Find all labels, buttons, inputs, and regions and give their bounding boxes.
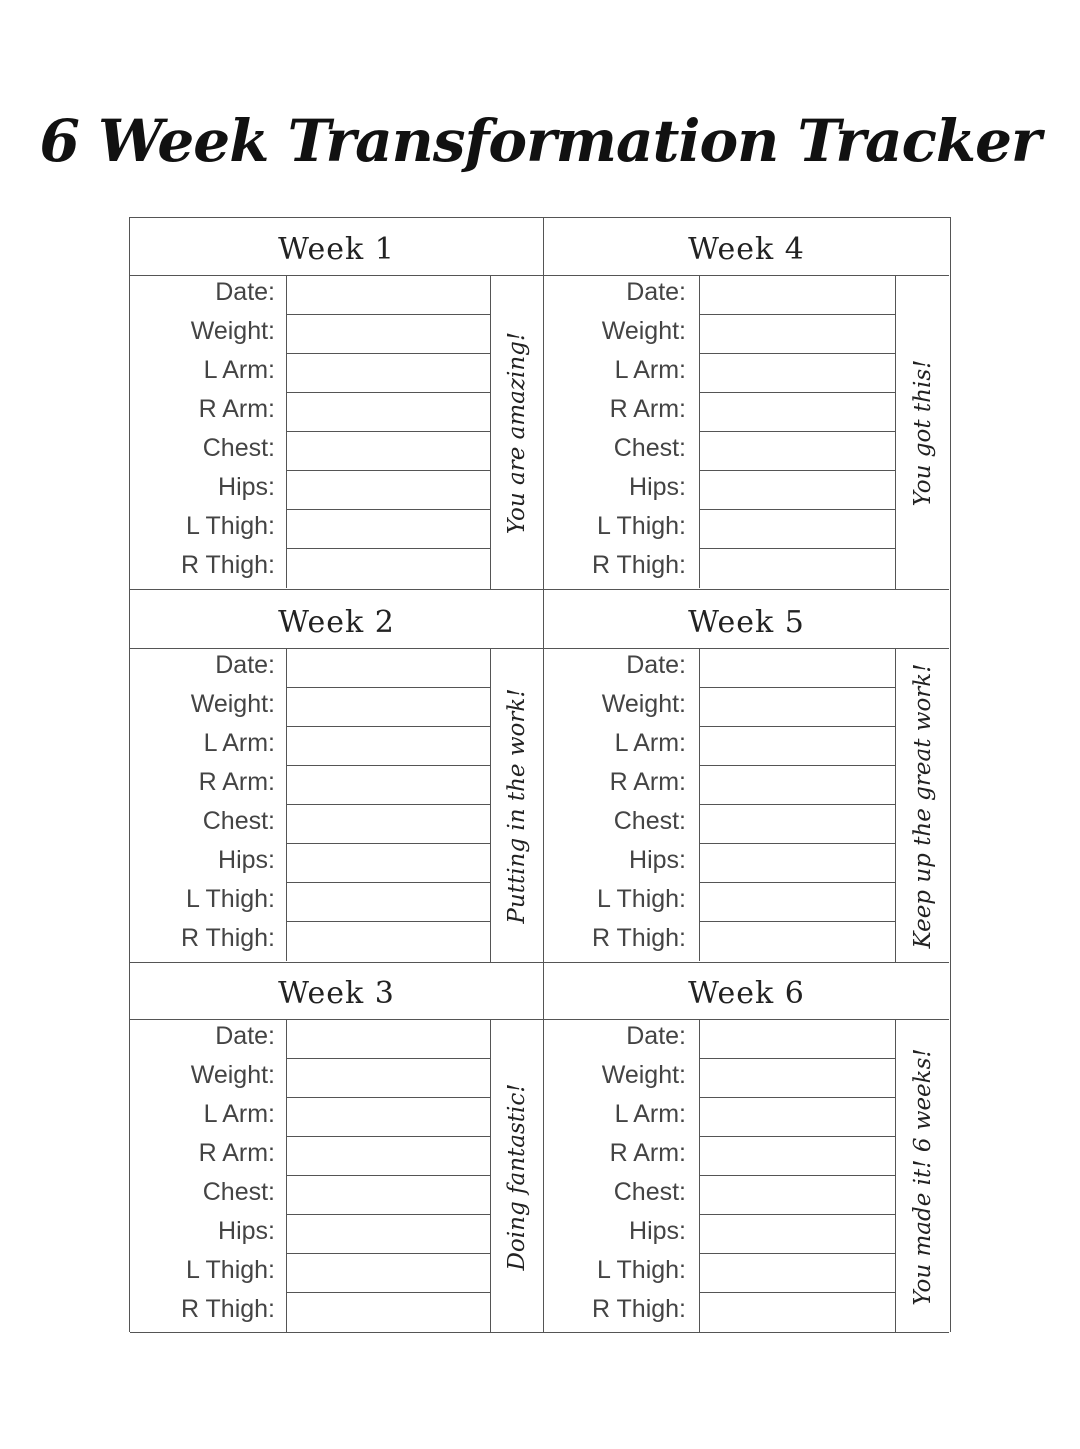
week-title: Week 2: [130, 591, 543, 649]
measurement-entry-field[interactable]: [699, 471, 895, 510]
measurement-entry-field[interactable]: [699, 1137, 895, 1176]
measurement-row: [130, 1098, 543, 1137]
measurement-row: [544, 510, 949, 549]
measurement-label: R Thigh:: [180, 1295, 275, 1323]
measurement-label: L Thigh:: [597, 1256, 686, 1284]
measurement-label: L Thigh:: [186, 885, 275, 913]
measurement-label: Weight:: [601, 690, 686, 718]
measurement-label: Weight:: [601, 1061, 686, 1089]
measurement-label: Hips:: [218, 846, 275, 874]
measurement-entry-field[interactable]: [286, 549, 490, 588]
measurement-label: Weight:: [601, 317, 686, 345]
measurement-label: R Arm:: [609, 768, 686, 796]
motto-cell: [895, 1020, 949, 1333]
measurement-label: R Thigh:: [591, 1295, 686, 1323]
measurement-row: [544, 1137, 949, 1176]
measurement-row: [130, 393, 543, 432]
measurement-entry-field[interactable]: [286, 471, 490, 510]
measurement-entry-field[interactable]: [286, 315, 490, 354]
measurement-rows: [130, 649, 543, 962]
measurement-row: [130, 276, 543, 315]
measurement-label: R Thigh:: [180, 924, 275, 952]
measurement-entry-field[interactable]: [286, 766, 490, 805]
measurement-entry-field[interactable]: [286, 883, 490, 922]
measurement-row: [130, 1176, 543, 1215]
motivational-motto: Putting in the work!: [504, 687, 530, 924]
measurement-label: Hips:: [629, 1217, 686, 1245]
motivational-motto: You got this!: [909, 359, 936, 506]
measurement-entry-field[interactable]: [699, 688, 895, 727]
measurement-entry-field[interactable]: [699, 844, 895, 883]
measurement-row: [130, 1293, 543, 1332]
measurement-entry-field[interactable]: [286, 276, 490, 315]
measurement-row: [130, 727, 543, 766]
week-1-section: [130, 218, 543, 590]
measurement-label: R Thigh:: [591, 924, 686, 952]
measurement-label: Hips:: [629, 846, 686, 874]
motivational-motto: You are amazing!: [504, 331, 530, 534]
motivational-motto: Doing fantastic!: [504, 1082, 530, 1271]
motto-cell: [490, 276, 543, 589]
measurement-rows: [544, 1020, 949, 1333]
measurement-label: Chest:: [613, 807, 686, 835]
measurement-entry-field[interactable]: [286, 354, 490, 393]
right-column: [544, 218, 949, 1333]
measurement-label: L Arm:: [203, 729, 275, 757]
measurement-label: R Arm:: [609, 395, 686, 423]
measurement-row: [130, 805, 543, 844]
week-6-section: [544, 962, 949, 1333]
measurement-row: [130, 315, 543, 354]
measurement-entry-field[interactable]: [286, 844, 490, 883]
measurement-row: [544, 649, 949, 688]
measurement-rows: [130, 1020, 543, 1333]
measurement-row: [130, 883, 543, 922]
measurement-row: [544, 393, 949, 432]
measurement-row: [130, 1215, 543, 1254]
measurement-row: [544, 883, 949, 922]
measurement-row: [544, 1254, 949, 1293]
measurement-row: [544, 1215, 949, 1254]
measurement-row: [544, 688, 949, 727]
measurement-label: R Arm:: [198, 1139, 275, 1167]
measurement-entry-field[interactable]: [286, 1137, 490, 1176]
measurement-entry-field[interactable]: [699, 549, 895, 588]
measurement-entry-field[interactable]: [699, 432, 895, 471]
measurement-label: Chest:: [613, 1178, 686, 1206]
measurement-label: L Thigh:: [186, 1256, 275, 1284]
week-4-section: [544, 218, 949, 590]
measurement-row: [544, 727, 949, 766]
measurement-row: [544, 354, 949, 393]
measurement-rows: [544, 276, 949, 589]
measurement-label: Hips:: [218, 1217, 275, 1245]
measurement-row: [130, 354, 543, 393]
measurement-entry-field[interactable]: [699, 1293, 895, 1332]
measurement-entry-field[interactable]: [286, 1020, 490, 1059]
measurement-entry-field[interactable]: [699, 805, 895, 844]
measurement-row: [130, 432, 543, 471]
measurement-entry-field[interactable]: [286, 393, 490, 432]
measurement-label: R Thigh:: [180, 551, 275, 579]
measurement-row: [130, 510, 543, 549]
measurement-entry-field[interactable]: [699, 883, 895, 922]
measurement-entry-field[interactable]: [699, 1098, 895, 1137]
measurement-label: Weight:: [190, 690, 275, 718]
motto-cell: [490, 1020, 543, 1333]
measurement-label: L Thigh:: [597, 885, 686, 913]
motto-cell: [895, 276, 949, 589]
measurement-row: [544, 1176, 949, 1215]
measurement-row: [130, 649, 543, 688]
measurement-entry-field[interactable]: [286, 1254, 490, 1293]
week-title: Week 5: [544, 591, 949, 649]
measurement-entry-field[interactable]: [286, 1215, 490, 1254]
measurement-entry-field[interactable]: [699, 1254, 895, 1293]
measurement-label: Date:: [215, 1022, 275, 1050]
measurement-row: [544, 471, 949, 510]
measurement-label: Chest:: [613, 434, 686, 462]
motto-cell: [490, 649, 543, 962]
measurement-label: R Arm:: [198, 768, 275, 796]
measurement-entry-field[interactable]: [286, 688, 490, 727]
measurement-entry-field[interactable]: [699, 1020, 895, 1059]
motto-cell: [895, 649, 949, 962]
measurement-entry-field[interactable]: [286, 922, 490, 961]
measurement-label: L Thigh:: [597, 512, 686, 540]
measurement-row: [544, 1020, 949, 1059]
measurement-label: R Arm:: [609, 1139, 686, 1167]
measurement-row: [130, 688, 543, 727]
week-5-section: [544, 591, 949, 963]
measurement-label: Weight:: [190, 317, 275, 345]
measurement-rows: [130, 276, 543, 589]
week-title: Week 4: [544, 218, 949, 276]
measurement-entry-field[interactable]: [699, 1215, 895, 1254]
week-title: Week 1: [130, 218, 543, 276]
measurement-label: L Arm:: [203, 356, 275, 384]
measurement-entry-field[interactable]: [699, 649, 895, 688]
measurement-label: L Thigh:: [186, 512, 275, 540]
measurement-label: L Arm:: [203, 1100, 275, 1128]
measurement-entry-field[interactable]: [699, 727, 895, 766]
measurement-entry-field[interactable]: [699, 276, 895, 315]
measurement-entry-field[interactable]: [699, 510, 895, 549]
measurement-row: [544, 922, 949, 961]
measurement-label: Date:: [215, 651, 275, 679]
measurement-entry-field[interactable]: [699, 922, 895, 961]
measurement-row: [130, 766, 543, 805]
measurement-entry-field[interactable]: [699, 354, 895, 393]
measurement-label: R Thigh:: [591, 551, 686, 579]
page-title: 6 Week Transformation Tracker: [39, 107, 1041, 175]
measurement-row: [544, 805, 949, 844]
measurement-entry-field[interactable]: [699, 766, 895, 805]
measurement-entry-field[interactable]: [286, 649, 490, 688]
motivational-motto: You made it! 6 weeks!: [909, 1047, 936, 1306]
measurement-label: Weight:: [190, 1061, 275, 1089]
measurement-row: [130, 1137, 543, 1176]
measurement-row: [130, 1020, 543, 1059]
measurement-entry-field[interactable]: [699, 1176, 895, 1215]
measurement-label: R Arm:: [198, 395, 275, 423]
measurement-row: [130, 1059, 543, 1098]
measurement-row: [130, 549, 543, 588]
measurement-entry-field[interactable]: [286, 1098, 490, 1137]
measurement-label: Chest:: [202, 1178, 275, 1206]
measurement-row: [544, 276, 949, 315]
measurement-row: [544, 766, 949, 805]
measurement-entry-field[interactable]: [286, 805, 490, 844]
measurement-entry-field[interactable]: [699, 393, 895, 432]
measurement-label: L Arm:: [614, 729, 686, 757]
measurement-entry-field[interactable]: [286, 1293, 490, 1332]
measurement-entry-field[interactable]: [286, 727, 490, 766]
measurement-label: Hips:: [218, 473, 275, 501]
tracker-grid: [129, 217, 951, 1332]
measurement-label: Hips:: [629, 473, 686, 501]
measurement-label: Chest:: [202, 434, 275, 462]
measurement-rows: [544, 649, 949, 962]
measurement-row: [130, 1254, 543, 1293]
week-3-section: [130, 962, 543, 1333]
measurement-label: Date:: [626, 1022, 686, 1050]
motivational-motto: Keep up the great work!: [909, 663, 936, 948]
measurement-entry-field[interactable]: [699, 1059, 895, 1098]
measurement-label: L Arm:: [614, 356, 686, 384]
week-title: Week 6: [544, 962, 949, 1020]
measurement-row: [544, 1293, 949, 1332]
measurement-entry-field[interactable]: [699, 315, 895, 354]
week-2-section: [130, 591, 543, 963]
measurement-row: [544, 1098, 949, 1137]
measurement-entry-field[interactable]: [286, 432, 490, 471]
measurement-label: Chest:: [202, 807, 275, 835]
measurement-row: [544, 1059, 949, 1098]
measurement-label: Date:: [215, 278, 275, 306]
left-column: [130, 218, 544, 1333]
measurement-entry-field[interactable]: [286, 1176, 490, 1215]
measurement-row: [544, 432, 949, 471]
measurement-entry-field[interactable]: [286, 510, 490, 549]
measurement-label: L Arm:: [614, 1100, 686, 1128]
measurement-row: [544, 315, 949, 354]
measurement-label: Date:: [626, 278, 686, 306]
measurement-label: Date:: [626, 651, 686, 679]
measurement-row: [544, 549, 949, 588]
measurement-entry-field[interactable]: [286, 1059, 490, 1098]
measurement-row: [130, 922, 543, 961]
measurement-row: [544, 844, 949, 883]
measurement-row: [130, 471, 543, 510]
measurement-row: [130, 844, 543, 883]
week-title: Week 3: [130, 962, 543, 1020]
